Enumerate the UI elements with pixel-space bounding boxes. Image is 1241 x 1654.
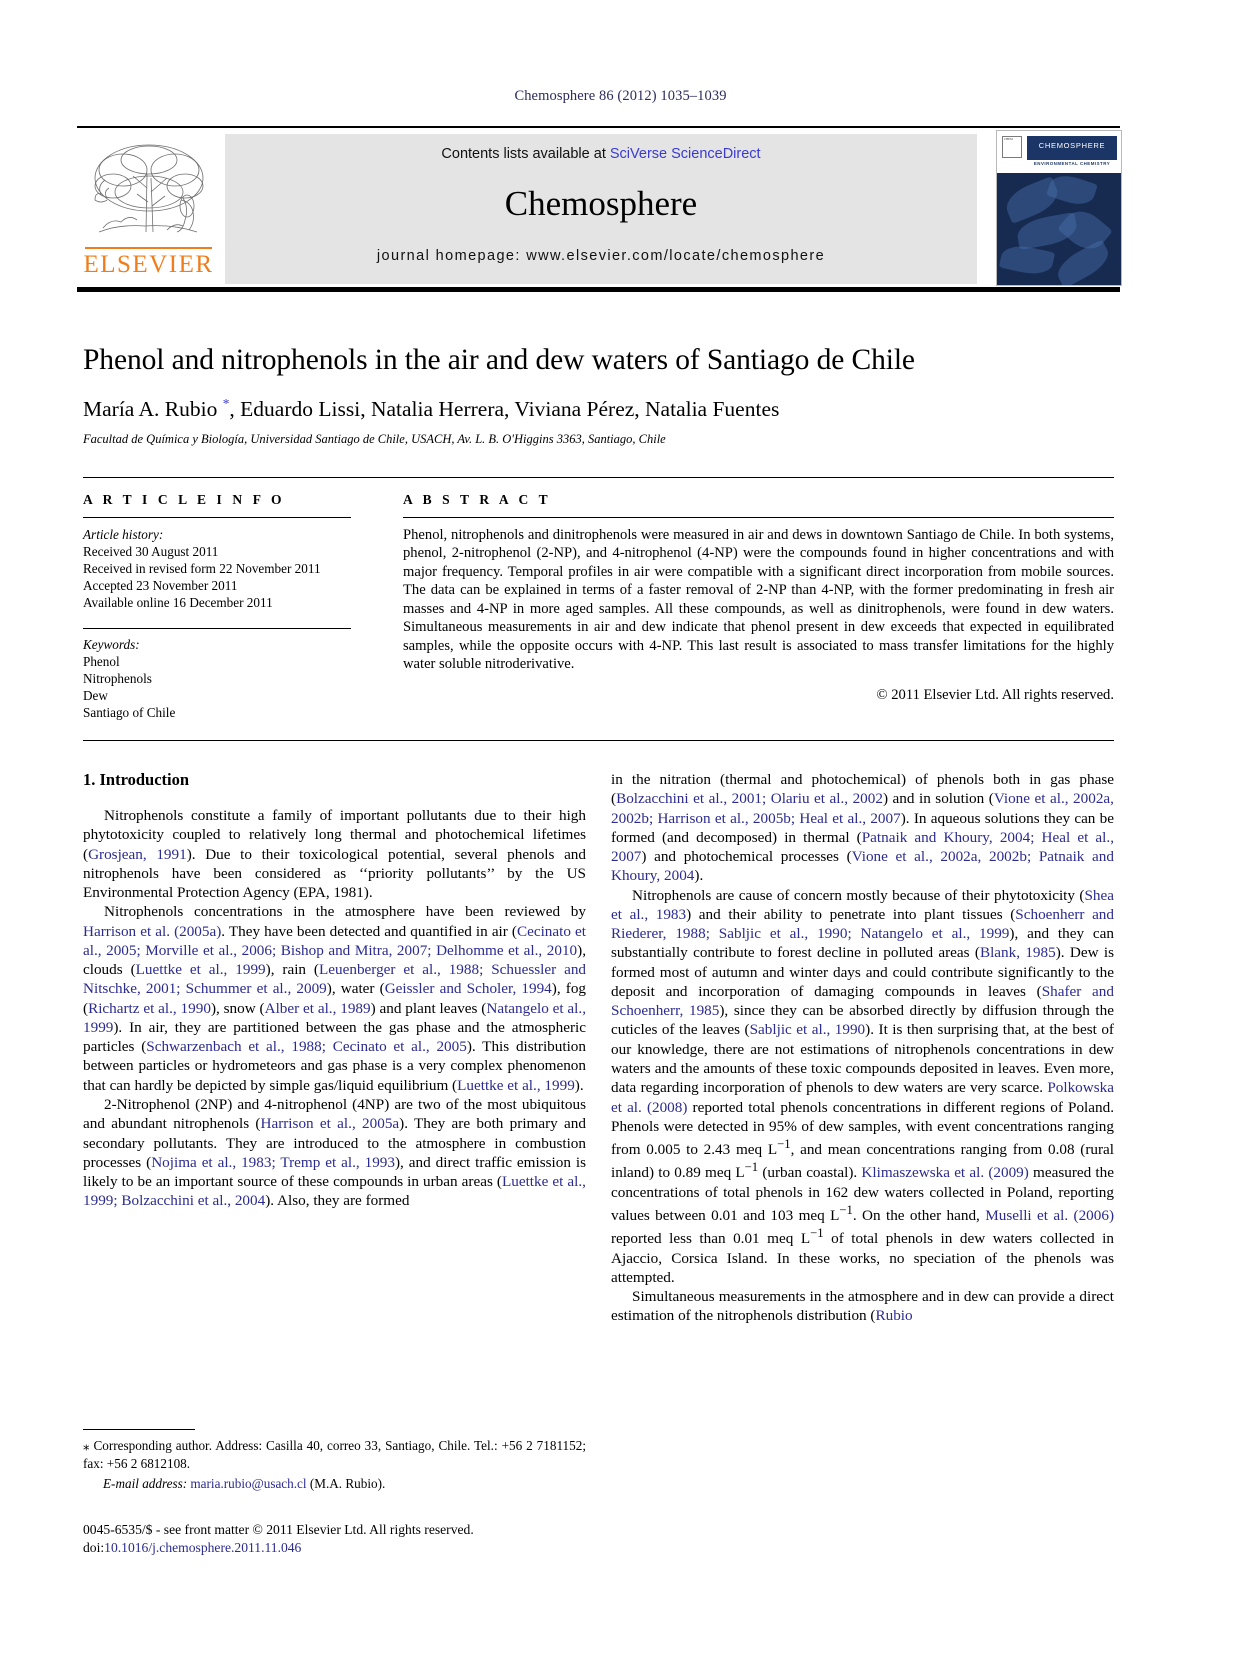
abstract-text: Phenol, nitrophenols and dinitrophenols were measured in air and dews in downtown Santiago de Chile. In both systems, phenol, 2-nitrophenol (2-NP), and 4-nitrophenol (4-NP) were the compounds found in higher concentrations and with major frequency. Temporal profiles in air were compatible with a significant direct incorporation from mobile sources. The data can be explained in terms of a faster removal of 2-NP than 4-NP, with the former predominating in fresh air masses and 4-NP in more aged samples. All these compounds, as well as dinitrophenols, were found in dew waters. Simultaneous measurements in air and dew indicate that phenol present in dew exceeds that expected in equilibrated samples, while the opposite occurs with 4-NP. This last result is associated to mass transfer limitations for the highly water soluble nitroderivative.: [403, 527, 1114, 673]
journal-info-panel: [225, 134, 977, 284]
keyword-item: Phenol: [83, 654, 120, 670]
abstract-rule: [403, 517, 1114, 518]
corresponding-author-note: ⁎ Corresponding author. Address: Casilla 40, correo 33, Santiago, Chile. Tel.: +56 2 7181152; fax: +56 2 6812108.: [83, 1438, 586, 1471]
cover-artwork: [997, 173, 1121, 285]
author-list: María A. Rubio *, Eduardo Lissi, Natalia Herrera, Viviana Pérez, Natalia Fuentes: [83, 396, 780, 422]
journal-masthead: [77, 126, 1120, 291]
abstract-heading: A B S T R A C T: [403, 492, 552, 507]
paragraph: in the nitration (thermal and photochemical) of phenols both in gas phase (Bolzacchini et al., 2001; Olariu et al., 2002) and in solution (Vione et al., 2002a, 2002b; Harrison et al., 2005b; Heal et al., 2007). In aqueous solutions they can be formed (and decomposed) in thermal (Patnaik and Khoury, 2004; Heal et al., 2007) and photochemical processes (Vione et al., 2002a, 2002b; Patnaik and Khoury, 2004).: [611, 771, 1114, 885]
cover-title-bar: [1027, 136, 1117, 160]
paragraph: Nitrophenols constitute a family of important pollutants due to their high phytotoxicity coupled to relatively long thermal and photochemical lifetimes (Grosjean, 1991). Due to their toxicological potential, several phenols and nitrophenols have been considered as ‘‘priority pollutants’’ by the US Environmental Protection Agency (EPA, 1981).: [83, 807, 586, 902]
keywords-label: Keywords:: [83, 637, 140, 653]
info-panel-top-rule: [83, 477, 1114, 478]
doi-line: [83, 1539, 643, 1557]
abstract-copyright: © 2011 Elsevier Ltd. All rights reserved.: [876, 686, 1114, 703]
body-column-right: [611, 770, 1114, 1326]
elsevier-tree-icon: [83, 136, 214, 248]
journal-cover-thumbnail: [996, 130, 1122, 286]
history-item: Available online 16 December 2011: [83, 595, 273, 611]
info-spacer: [83, 611, 351, 628]
running-head: Chemosphere 86 (2012) 1035–1039: [514, 88, 727, 104]
doi-prefix: doi:: [83, 1540, 105, 1556]
issn-copyright-line: 0045-6535/$ - see front matter © 2011 Elsevier Ltd. All rights reserved.: [83, 1522, 474, 1537]
article-info-column: [83, 492, 351, 721]
footnote-block: [83, 1437, 586, 1492]
corresponding-email-note[interactable]: E-mail address: maria.rubio@usach.cl (M.A. Rubio).: [103, 1476, 386, 1492]
section-heading-introduction: 1. Introduction: [83, 770, 190, 789]
elsevier-logo: [77, 134, 220, 284]
paragraph: Nitrophenols are cause of concern mostly because of their phytotoxicity (Shea et al., 1983) and their ability to penetrate into plant tissues (Schoenherr and Riederer, 1988; Sabljic et al., 1990; Natangelo et al., 1999), and they can substantially contribute to forest decline in polluted areas (Blank, 1985). Dew is formed most of autumn and winter days and could contribute significantly to the deposit and incorporation of damaging compounds in leaves (Shafer and Schoenherr, 1985), since they can be absorbed directly by diffusion through the cuticles of the leaves (Sabljic et al., 1990). It is then surprising that, at the best of our knowledge, there are not estimations of nitrophenols concentrations in dew waters and the amounts of these toxic compounds deposited in leaves. Even more, data regarding incorporation of phenols to dew waters are very scarce. Polkowska et al. (2008) reported total phenols concentrations in different regions of Poland. Phenols were detected in 95% of dew samples, with event concentrations ranging from 0.005 to 2.43 meq $L^{-1}$, and mean concentrations ranging from 0.08 (rural inland) to 0.89 meq $L^{-1}$ (urban coastal). Klimaszewska et al. (2009) measured the concentrations of total phenols in 162 dew waters collected in Poland, reporting values between 0.01 and 103 meq $L^{-1}$. On the other hand, Muselli et al. (2006) reported less than 0.01 meq $L^{-1}$ of total phenols in dew waters collected in Ajaccio, Corsica Island. In these works, no speciation of the phenols was attempted.: [611, 886, 1114, 1286]
abstract-column: [403, 492, 1114, 704]
affiliation: Facultad de Química y Biología, Universidad Santiago de Chile, USACH, Av. L. B. O'Higgins 3363, Santiago, Chile: [83, 432, 666, 446]
elsevier-wordmark: ELSEVIER: [83, 251, 214, 278]
paragraph: Nitrophenols concentrations in the atmosphere have been reviewed by Harrison et al. (2005a). They have been detected and quantified in air (Cecinato et al., 2005; Morville et al., 2006; Bishop and Mitra, 2007; Delhomme et al., 2010), clouds (Luettke et al., 1999), rain (Leuenberger et al., 1988; Schuessler and Nitschke, 2001; Schummer et al., 2009), water (Geissler and Scholer, 1994), fog (Richartz et al., 1990), snow (Alber et al., 1989) and plant leaves (Natangelo et al., 1999). In air, they are partitioned between the gas phase and the atmospheric particles (Schwarzenbach et al., 1988; Cecinato et al., 2005). This distribution between particles or hydrometeors and gas phase is a very complex phenomenon that can hardly be depicted by simple gas/liquid equilibrium (Luettke et al., 1999).: [83, 903, 587, 1094]
imprint-block: [83, 1521, 643, 1557]
body-column-left: [83, 770, 586, 1211]
history-item: Accepted 23 November 2011: [83, 578, 238, 594]
cover-badge-icon: CHEM: [1002, 136, 1022, 158]
paragraph: 2-Nitrophenol (2NP) and 4-nitrophenol (4NP) are two of the most ubiquitous and abundant nitrophenols (Harrison et al., 2005a). They are both primary and secondary pollutants. They are introduced to the atmosphere in combustion processes (Nojima et al., 1983; Tremp et al., 1993), and direct traffic emission is likely to be an important source of these compounds in urban areas (Luettke et al., 1999; Bolzacchini et al., 2004). Also, they are formed: [83, 1095, 586, 1210]
keyword-item: Dew: [83, 688, 108, 704]
keywords-rule: [83, 628, 351, 629]
elsevier-logo-rule: [85, 247, 212, 249]
article-title: Phenol and nitrophenols in the air and dew waters of Santiago de Chile: [83, 344, 915, 376]
article-history-label: Article history:: [83, 527, 164, 542]
article-info-rule: [83, 517, 351, 518]
masthead-bottom-rule: [77, 287, 1120, 292]
cover-header: [997, 131, 1121, 171]
info-panel-bottom-rule: [83, 740, 1114, 741]
history-item: Received in revised form 22 November 2011: [83, 561, 321, 577]
paragraph: Simultaneous measurements in the atmosphere and in dew can provide a direct estimation of the nitrophenols distribution (Rubio: [611, 1288, 1114, 1325]
article-history-group: [83, 526, 351, 611]
cover-title: CHEMOSPHERE: [1038, 141, 1106, 150]
contents-prefix: Contents lists available at: [441, 146, 610, 162]
sciencedirect-link[interactable]: SciVerse ScienceDirect: [609, 146, 761, 162]
doi-link[interactable]: 10.1016/j.chemosphere.2011.11.046: [104, 1540, 302, 1556]
contents-available-line: [225, 146, 977, 162]
footnote-separator: [83, 1429, 195, 1430]
keywords-group: [83, 636, 351, 721]
journal-title: Chemosphere: [504, 184, 698, 223]
keyword-item: Santiago of Chile: [83, 705, 176, 721]
keyword-item: Nitrophenols: [83, 671, 152, 687]
masthead-top-rule: [77, 126, 1120, 128]
journal-homepage-link[interactable]: journal homepage: www.elsevier.com/locate/chemosphere: [376, 248, 826, 264]
article-info-heading: A R T I C L E I N F O: [83, 492, 286, 507]
history-item: Received 30 August 2011: [83, 544, 219, 560]
cover-subtitle: ENVIRONMENTAL CHEMISTRY: [1033, 161, 1111, 166]
